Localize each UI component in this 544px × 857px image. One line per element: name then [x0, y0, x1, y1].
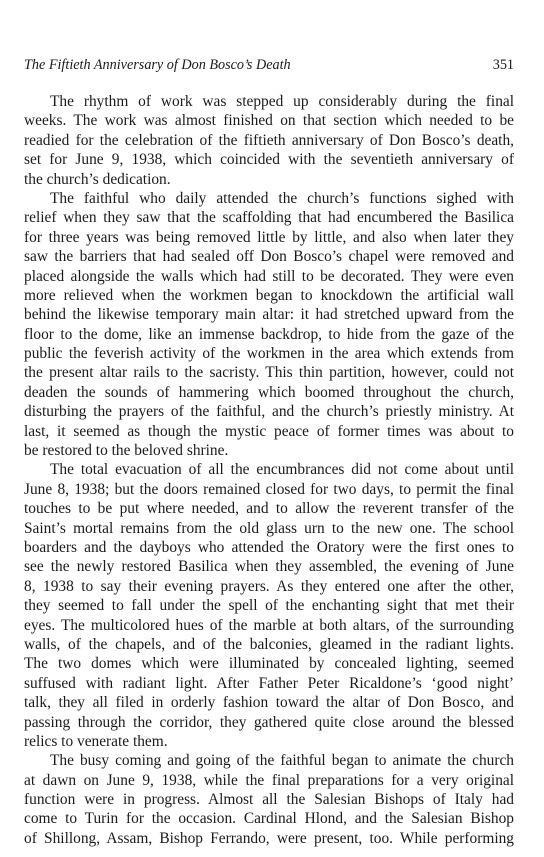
- running-title: The Fiftieth Anniversary of Don Bosco’s Death: [24, 57, 291, 73]
- body-text: [24, 92, 514, 848]
- text-line: function were in progress. Almost all the Salesian Bishops of Italy had: [24, 791, 514, 809]
- text-line: eyes. The multicolored hues of the marble at both altars, of the surrounding: [24, 616, 514, 634]
- text-line: at dawn on June 9, 1938, while the final preparations for a very original: [24, 771, 514, 789]
- book-page: [24, 0, 514, 857]
- running-head: [24, 55, 514, 75]
- text-line: passing through the corridor, they gathered quite close around the blessed: [24, 713, 514, 731]
- text-line: relics to venerate them.: [24, 732, 168, 750]
- paragraph: [24, 460, 514, 751]
- text-line: The faithful who daily attended the church’s functions sighed with: [50, 189, 514, 207]
- text-line: come to Turin for the occasion. Cardinal Hlond, and the Salesian Bishop: [24, 810, 514, 828]
- text-line: Saint’s mortal remains from the old glass urn to the new one. The school: [24, 519, 514, 537]
- text-line: floor to the dome, like an immense backdrop, to hide from the gaze of the: [24, 325, 514, 343]
- text-line: of Shillong, Assam, Bishop Ferrando, were present, too. While performing: [24, 829, 514, 847]
- text-line: public the feverish activity of the workmen in the area which extends from: [24, 345, 514, 363]
- text-line: suffused with radiant light. After Father Peter Ricaldone’s ‘good night’: [24, 674, 514, 692]
- text-line: 8, 1938 to say their evening prayers. As they entered one after the other,: [24, 577, 514, 595]
- text-line: more relieved when the workmen began to knockdown the artificial wall: [24, 286, 514, 304]
- text-line: June 8, 1938; but the doors remained closed for two days, to permit the final: [24, 480, 514, 498]
- page-number: 351: [492, 57, 514, 73]
- text-line: set for June 9, 1938, which coincided with the seventieth anniversary of: [24, 151, 514, 169]
- text-line: the present altar rails to the sacristy. This thin partition, however, could not: [24, 364, 514, 382]
- text-line: readied for the celebration of the fiftieth anniversary of Don Bosco’s death,: [24, 131, 514, 149]
- text-line: last, it seemed as though the mystic peace of former times was about to: [24, 422, 514, 440]
- text-line: they seemed to fall under the spell of the enchanting sight that met their: [24, 597, 514, 615]
- text-line: The busy coming and going of the faithful began to animate the church: [50, 752, 514, 770]
- text-line: The rhythm of work was stepped up considerably during the final: [50, 93, 514, 110]
- text-line: for three years was being removed little by little, and also when later they: [24, 228, 514, 246]
- text-line: saw the barriers that had sealed off Don Bosco’s chapel were removed and: [24, 248, 514, 266]
- paragraph: [24, 92, 514, 189]
- text-line: weeks. The work was almost finished on that section which needed to be: [24, 112, 514, 130]
- text-line: disturbing the prayers of the faithful, and the church’s priestly ministry. At: [24, 403, 514, 421]
- paragraph: [24, 189, 514, 460]
- text-line: behind the likewise temporary main altar: it had stretched upward from the: [24, 306, 514, 324]
- text-line: the church’s dedication.: [24, 170, 171, 188]
- text-line: see the newly restored Basilica when they assembled, the evening of June: [24, 558, 514, 576]
- text-line: The two domes which were illuminated by concealed lighting, seemed: [24, 655, 514, 673]
- text-line: be restored to the beloved shrine.: [24, 442, 229, 460]
- text-line: touches to be put where needed, and to allow the reverent transfer of the: [24, 500, 514, 518]
- text-line: placed alongside the walls which had still to be decorated. They were even: [24, 267, 514, 285]
- text-line: relief when they saw that the scaffolding that had encumbered the Basilica: [24, 209, 514, 227]
- text-line: talk, they all filed in orderly fashion toward the altar of Don Bosco, and: [24, 694, 514, 712]
- text-line: The total evacuation of all the encumbrances did not come about until: [50, 461, 514, 479]
- paragraph: [24, 751, 514, 848]
- text-line: boarders and the dayboys who attended the Oratory were the first ones to: [24, 538, 514, 556]
- text-line: walls, of the chapels, and of the balconies, gleamed in the radiant lights.: [24, 635, 514, 653]
- text-line: deaden the sounds of hammering which boomed throughout the church,: [24, 383, 514, 401]
